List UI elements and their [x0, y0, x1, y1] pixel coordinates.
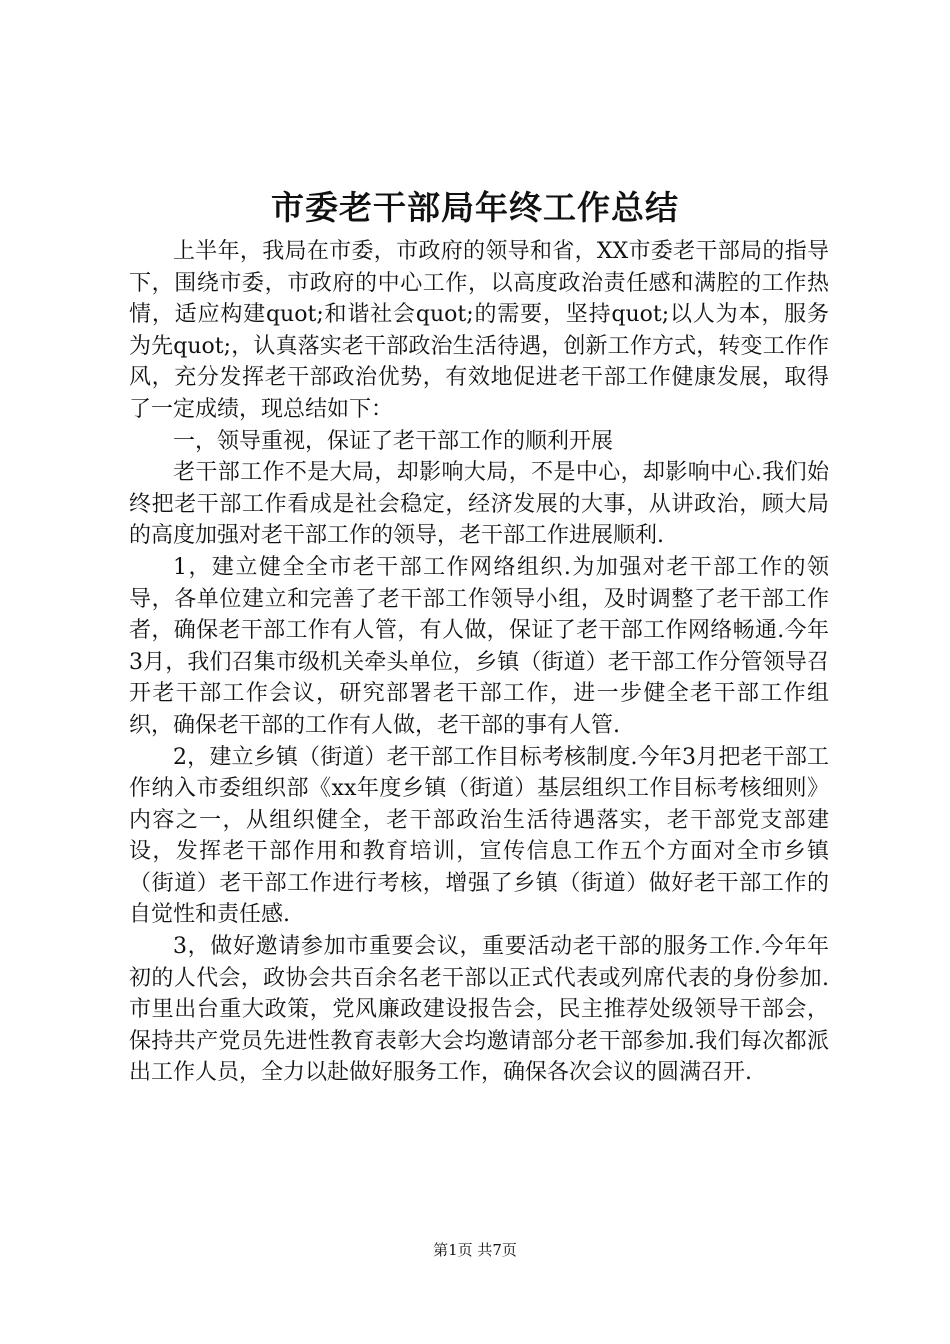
section-heading-1: 一，领导重视，保证了老干部工作的顺利开展 — [173, 428, 614, 454]
document-body — [129, 236, 829, 1089]
paragraph-intro: 上半年，我局在市委，市政府的领导和省，XX市委老干部局的指导下，围绕市委，市政府的中心工作，以高度政治责任感和满腔的工作热情，适应构建quot;和谐社会quot;的需要，坚持quot;以人为本，服务为先quot;，认真落实老干部政治生活待遇，创新工作方式，转变工作作风，充分发挥老干部政治优势，有效地促进老干部工作健康发展，取得了一定成绩，现总结如下： — [129, 239, 829, 422]
document-title: 市委老干部局年终工作总结 — [271, 188, 679, 227]
paragraph-item-3: 3，做好邀请参加市重要会议，重要活动老干部的服务工作.今年年初的人代会，政协会共百余名老干部以正式代表或列席代表的身份参加.市里出台重大政策，党风廉政建设报告会，民主推荐处级领导干部会，保持共产党员先进性教育表彰大会均邀请部分老干部参加.我们每次都派出工作人员，全力以赴做好服务工作，确保各次会议的圆满召开. — [129, 934, 829, 1086]
page-number-footer: 第1页 共7页 — [433, 1241, 517, 1259]
paragraph-item-2: 2，建立乡镇（街道）老干部工作目标考核制度.今年3月把老干部工作纳入市委组织部《xx年度乡镇（街道）基层组织工作目标考核细则》内容之一，从组织健全，老干部政治生活待遇落实，老干部党支部建设，发挥老干部作用和教育培训，宣传信息工作五个方面对全市乡镇（街道）老干部工作进行考核，增强了乡镇（街道）做好老干部工作的自觉性和责任感. — [129, 744, 829, 928]
paragraph-item-1: 1，建立健全全市老干部工作网络组织.为加强对老干部工作的领导，各单位建立和完善了老干部工作领导小组，及时调整了老干部工作者，确保老干部工作有人管，有人做，保证了老干部工作网络畅通.今年3月，我们召集市级机关牵头单位，乡镇（街道）老干部工作分管领导召开老干部工作会议，研究部署老干部工作，进一步健全老干部工作组织，确保老干部的工作有人做，老干部的事有人管. — [129, 554, 829, 738]
paragraph-section-1-summary: 老干部工作不是大局，却影响大局，不是中心，却影响中心.我们始终把老干部工作看成是社会稳定，经济发展的大事，从讲政治，顾大局的高度加强对老干部工作的领导，老干部工作进展顺利. — [129, 460, 829, 549]
